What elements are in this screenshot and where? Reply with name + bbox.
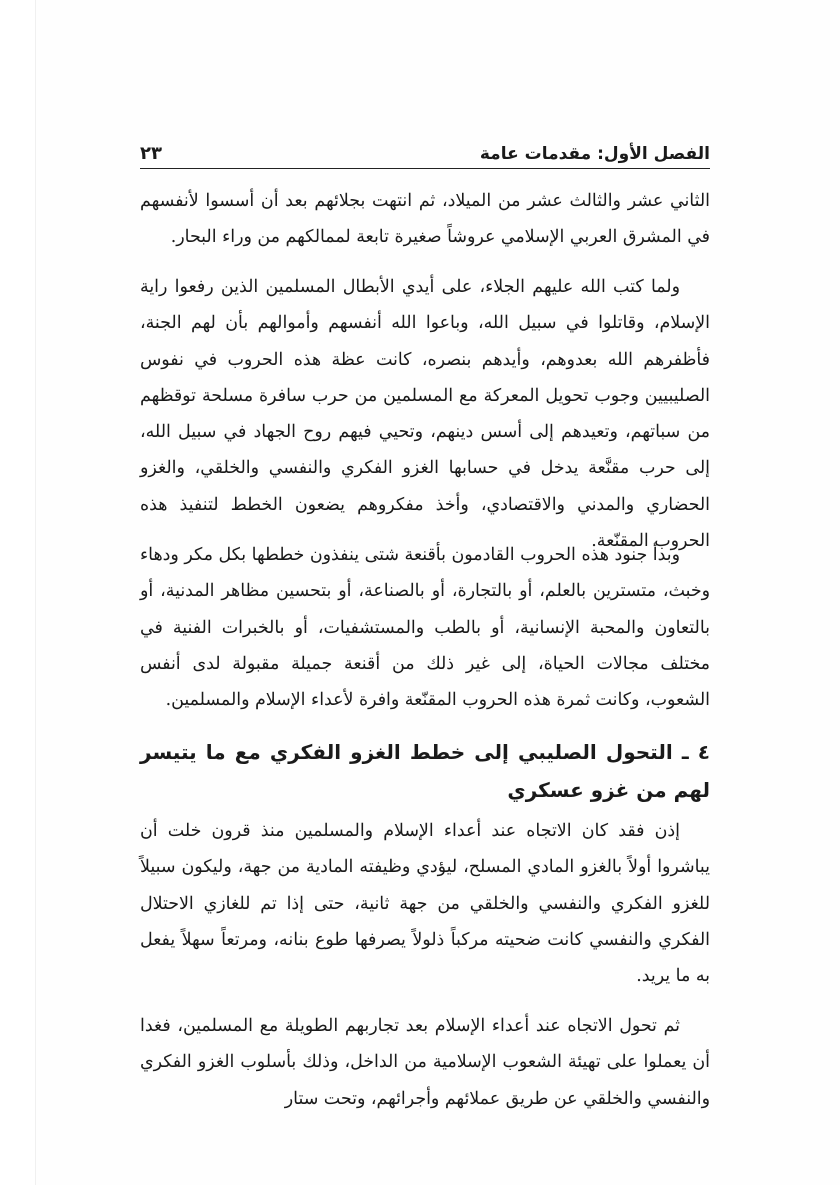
- paragraph-4: إذن فقد كان الاتجاه عند أعداء الإسلام والمسلمين منذ قرون خلت أن يباشروا أولاً بالغزو المادي المسلح، ليؤدي وظيفته المادية من جهة، وليكون سبيلاً للغزو الفكري والنفسي والخلقي من جهة ثانية، حتى إذا تم للغازي الاحتلال الفكري والنفسي كانت ضحيته مركباً ذلولاً يصرفها طوع بنانه، ومرتعاً سهلاً يفعل به ما يريد.: [140, 821, 711, 987]
- paragraph-1: الثاني عشر والثالث عشر من الميلاد، ثم انتهت بجلائهم بعد أن أسسوا لأنفسهم في المشرق العربي الإسلامي عروشاً صغيرة تابعة لممالكهم من وراء البحار.: [140, 191, 710, 248]
- section-heading: ٤ ـ التحول الصليبي إلى خطط الغزو الفكري مع ما يتيسر لهم من غزو عسكري: [140, 740, 710, 802]
- paragraph-3: وبدأ جنود هذه الحروب القادمون بأقنعة شتى ينفذون خططها بكل مكر ودهاء وخبث، متسترين بالعلم، أو بالتجارة، أو بالصناعة، أو بتحسين مظاهر المدنية، أو بالتعاون والمحبة الإنسانية، أو بالطب والمستشفيات، أو بالخبرات الفنية في مختلف مجالات الحياة، إلى غير ذلك من أقنعة جميلة مقبولة لدى أنفس الشعوب، وكانت ثمرة هذه الحروب المقنّعة وافرة لأعداء الإسلام والمسلمين.: [140, 545, 710, 711]
- page-number: ٢٣: [140, 143, 162, 164]
- paragraph-2: ولما كتب الله عليهم الجلاء، على أيدي الأبطال المسلمين الذين رفعوا راية الإسلام، وقاتلوا في سبيل الله، وباعوا الله أنفسهم وأموالهم بأن لهم الجنة، فأظفرهم الله بعدوهم، وأيدهم بنصره، كانت عظة هذه الحروب في نفوس الصليبيين وجوب تحويل المعركة مع المسلمين من حرب سافرة مسلحة توقظهم من سباتهم، وتعيدهم إلى أسس دينهم، وتحيي فيهم روح الجهاد في سبيل الله، إلى حرب مقنَّعة يدخل في حسابها الغزو الفكري والنفسي والخلقي، والغزو الحضاري والمدني والاقتصادي، وأخذ مفكروهم يضعون الخطط لتنفيذ هذه الحروب المقنّعة.: [140, 277, 710, 552]
- page-body: [140, 183, 710, 1117]
- header-divider: [140, 168, 710, 169]
- chapter-title: الفصل الأول: مقدمات عامة: [479, 144, 710, 164]
- paragraph-5: ثم تحول الاتجاه عند أعداء الإسلام بعد تجاربهم الطويلة مع المسلمين، فغدا أن يعملوا على تهيئة الشعوب الإسلامية من الداخل، وذلك بأسلوب الغزو الفكري والنفسي والخلقي عن طريق عملائهم وأجرائهم، وتحت ستار: [140, 1016, 710, 1109]
- page-header: [140, 128, 710, 164]
